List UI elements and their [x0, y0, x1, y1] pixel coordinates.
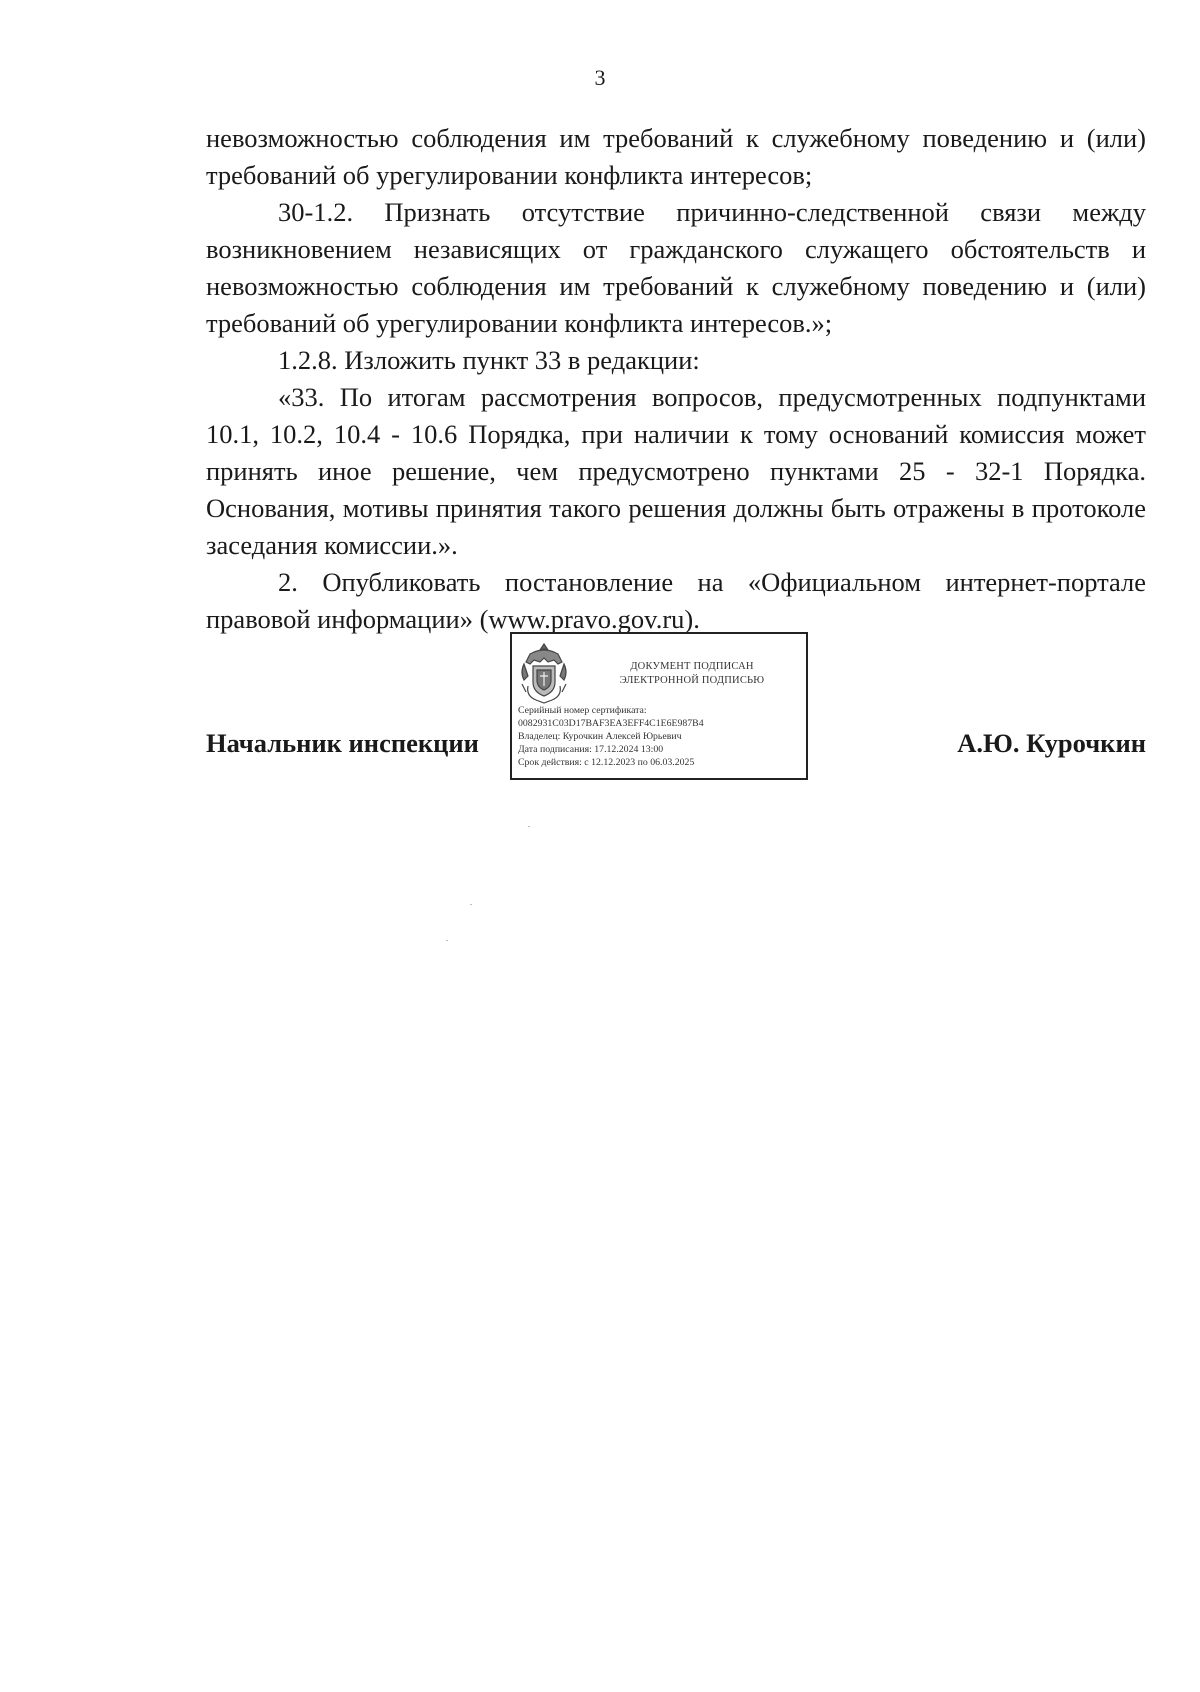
electronic-signature-stamp	[510, 632, 808, 780]
stamp-details	[518, 704, 802, 769]
paragraph-33: «33. По итогам рассмотрения вопросов, предусмотренных подпунктами 10.1, 10.2, 10.4 - 10.6 Порядка, при наличии к тому оснований комиссия может принять иное решение, чем предусмотрено пунктами 25 - 32-1 Порядка. Основания, мотивы принятия такого решения должны быть отражены в протоколе заседания комиссии.».	[206, 382, 1146, 560]
certificate-owner: Владелец: Курочкин Алексей Юрьевич	[518, 731, 682, 742]
scan-speck	[446, 940, 448, 941]
signer-position: Начальник инспекции	[206, 728, 479, 758]
validity-period: Срок действия: с 12.12.2023 по 06.03.2025	[518, 757, 695, 768]
signer-name: А.Ю. Курочкин	[957, 728, 1146, 758]
certificate-serial-label: Серийный номер сертификата:	[518, 705, 647, 716]
paragraph-continuation: невозможностью соблюдения им требований к служебному поведению и (или) требований об урегулировании конфликта интересов;	[206, 123, 1146, 190]
scan-speck	[470, 904, 472, 905]
paragraph-2-publish: 2. Опубликовать постановление на «Официальном интернет-портале правовой информации» (www.pravo.gov.ru).	[206, 567, 1146, 634]
stamp-heading-line2: ЭЛЕКТРОННОЙ ПОДПИСЬЮ	[619, 675, 765, 686]
page-number: 3	[594, 65, 606, 90]
signing-date: Дата подписания: 17.12.2024 13:00	[518, 744, 664, 755]
paragraph-1-2-8: 1.2.8. Изложить пункт 33 в редакции:	[278, 345, 700, 375]
coat-of-arms-icon	[518, 640, 570, 706]
certificate-serial-value: 0082931C03D17BAF3EA3EFF4C1E6E987B4	[518, 718, 704, 729]
stamp-heading-line1: ДОКУМЕНТ ПОДПИСАН	[630, 661, 754, 672]
paragraph-30-1-2: 30-1.2. Признать отсутствие причинно-следственной связи между возникновением независящих от гражданского служащего обстоятельств и невозможностью соблюдения им требований к служебному поведению и (или) требований об урегулировании конфликта интересов.»;	[206, 197, 1146, 338]
scan-speck	[528, 826, 530, 827]
document-body	[206, 120, 1146, 638]
stamp-heading	[582, 660, 802, 688]
signature-block	[206, 632, 1146, 782]
